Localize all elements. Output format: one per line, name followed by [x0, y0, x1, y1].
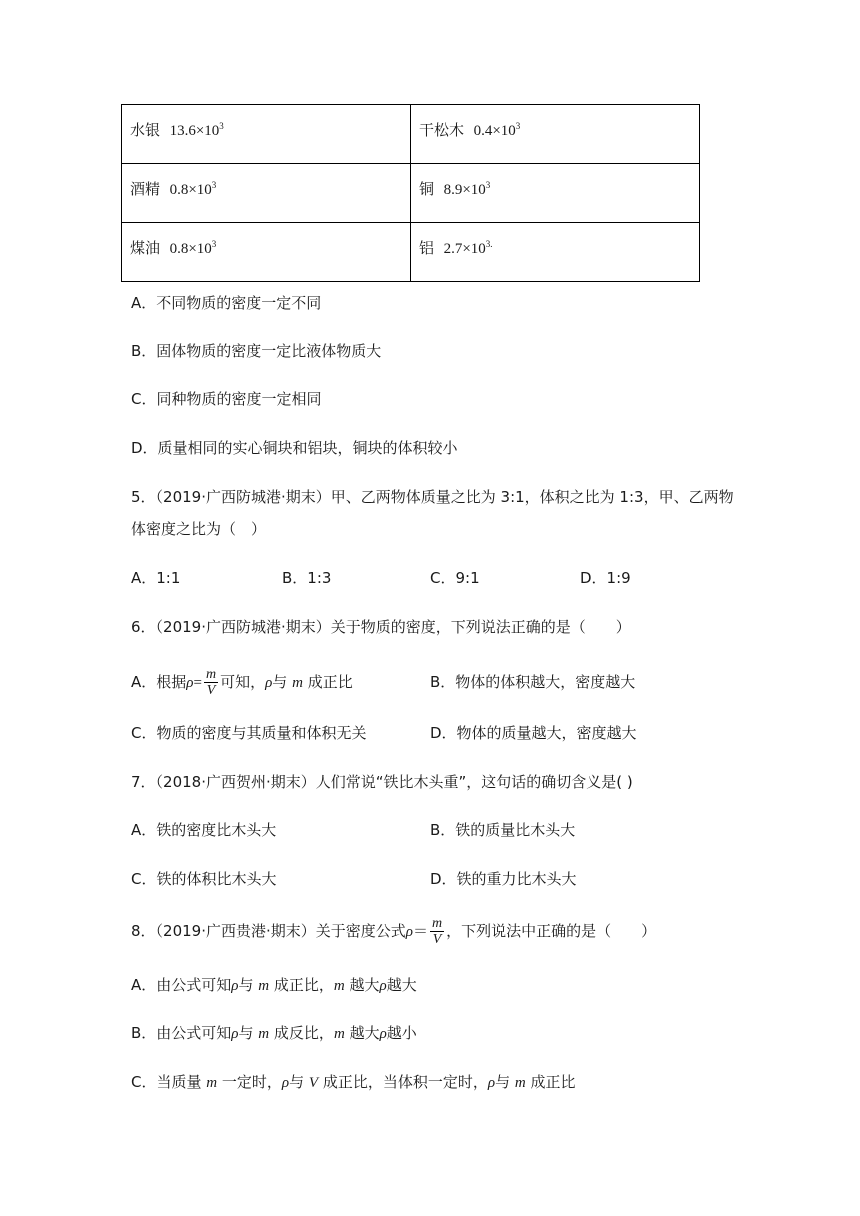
density-exponent: 3. [485, 239, 493, 249]
mass-symbol: m [258, 978, 270, 994]
q8-a-text: 成正比， [273, 976, 334, 994]
rho-symbol: ρ [379, 978, 387, 994]
table-row [122, 105, 700, 164]
substance-name: 干松木 [419, 121, 465, 139]
q8-option-a [131, 974, 417, 997]
q8-a-text: 越大 [349, 976, 380, 994]
fraction-numerator: m [431, 916, 443, 931]
table-cell [411, 105, 700, 164]
rho-symbol: ρ [379, 1026, 387, 1042]
q8-c-text: C．当质量 [131, 1073, 202, 1091]
density-fraction [204, 667, 218, 698]
q7-option-c: C．铁的体积比木头大 [131, 870, 277, 888]
q8-b-text: 与 [238, 1024, 254, 1042]
q8-c-text: 成正比，当体积一定时， [322, 1073, 488, 1091]
density-value: 13.6×10 [169, 123, 220, 139]
q8-c-text: 与 [495, 1073, 511, 1091]
mass-symbol: m [206, 1075, 218, 1091]
substance-name: 酒精 [130, 180, 161, 198]
q6-a-middle: 可知， [220, 673, 266, 691]
q6-a-suffix: 成正比 [307, 673, 353, 691]
q6-stem: 6．（2019·广西防城港·期末）关于物质的密度，下列说法正确的是（ ） [131, 618, 631, 636]
rho-symbol: ρ [281, 1075, 290, 1091]
q8-b-text: 成反比， [273, 1024, 334, 1042]
q5-stem-line2: 体密度之比为（ ） [131, 520, 267, 538]
q7-option-b: B．铁的质量比木头大 [430, 821, 576, 839]
q8-a-text: A．由公式可知 [131, 976, 232, 994]
q4-option-a: A．不同物质的密度一定不同 [131, 294, 322, 312]
table-row [122, 164, 700, 223]
q8-stem-suffix: ，下列说法中正确的是（ ） [446, 922, 657, 940]
substance-name: 铜 [419, 180, 435, 198]
q6-option-b: B．物体的体积越大，密度越大 [430, 673, 636, 691]
q6-option-a [131, 667, 353, 698]
q6-option-d: D．物体的质量越大，密度越大 [430, 724, 637, 742]
table-cell [122, 105, 411, 164]
q4-option-b: B．固体物质的密度一定比液体物质大 [131, 342, 382, 360]
substance-name: 铝 [419, 239, 435, 257]
density-exponent: 3 [211, 239, 217, 249]
q8-stem-prefix: 8．（2019·广西贵港·期末）关于密度公式 [131, 922, 406, 940]
q8-b-text: 越大 [349, 1024, 380, 1042]
q5-option-b: B．1:3 [282, 569, 332, 587]
table-cell [411, 164, 700, 223]
q5-option-c: C．9:1 [430, 569, 480, 587]
q4-option-d: D．质量相同的实心铜块和铝块，铜块的体积较小 [131, 439, 458, 457]
q7-option-d: D．铁的重力比木头大 [430, 870, 577, 888]
density-exponent: 3 [485, 180, 491, 190]
q8-b-text: B．由公式可知 [131, 1024, 232, 1042]
q8-stem [131, 916, 656, 947]
density-value: 0.4×10 [473, 123, 516, 139]
density-value: 0.8×10 [169, 241, 212, 257]
q5-option-d: D．1:9 [580, 569, 631, 587]
equals-sign: = [193, 675, 202, 691]
mass-symbol: m [258, 1026, 270, 1042]
substance-name: 煤油 [130, 239, 161, 257]
mass-symbol: m [514, 1075, 526, 1091]
rho-symbol: ρ [231, 1026, 239, 1042]
fraction-denominator: V [432, 932, 442, 947]
fraction-numerator: m [205, 667, 217, 682]
density-exponent: 3 [515, 121, 521, 131]
table-row [122, 223, 700, 282]
density-value: 0.8×10 [169, 182, 212, 198]
substance-name: 水银 [130, 121, 161, 139]
equals-sign: ＝ [412, 922, 428, 940]
q8-option-c [131, 1071, 576, 1094]
volume-symbol: V [308, 1075, 319, 1091]
q7-option-a: A．铁的密度比木头大 [131, 821, 277, 839]
rho-symbol: ρ [265, 675, 273, 691]
fraction-denominator: V [206, 683, 216, 698]
rho-symbol: ρ [231, 978, 239, 994]
q5-option-a: A．1:1 [131, 569, 181, 587]
mass-symbol: m [333, 1026, 345, 1042]
q5-stem-line1: 5．（2019·广西防城港·期末）甲、乙两物体质量之比为 3:1，体积之比为 1:3，甲、乙两物 [131, 488, 734, 506]
density-exponent: 3 [219, 121, 224, 131]
density-exponent: 3 [211, 180, 217, 190]
q6-a-prefix: A．根据 [131, 673, 187, 691]
rho-symbol: ρ [405, 924, 413, 940]
mass-symbol: m [333, 978, 345, 994]
density-table [121, 104, 700, 282]
mass-symbol: m [292, 675, 303, 691]
table-cell [411, 223, 700, 282]
q8-a-text: 越大 [386, 976, 417, 994]
table-cell [122, 164, 411, 223]
q8-a-text: 与 [238, 976, 254, 994]
q7-stem: 7．（2018·广西贺州·期末）人们常说“铁比木头重”，这句话的确切含义是( ) [131, 773, 633, 791]
rho-symbol: ρ [186, 675, 194, 691]
density-value: 8.9×10 [443, 182, 486, 198]
q4-option-c: C．同种物质的密度一定相同 [131, 390, 322, 408]
q6-a-text: 与 [272, 673, 288, 691]
q8-c-text: 一定时， [221, 1073, 282, 1091]
density-value: 2.7×10 [443, 241, 486, 257]
q8-b-text: 越小 [386, 1024, 417, 1042]
q6-option-c: C．物质的密度与其质量和体积无关 [131, 724, 367, 742]
rho-symbol: ρ [487, 1075, 496, 1091]
table-cell [122, 223, 411, 282]
q8-option-b [131, 1022, 417, 1045]
density-fraction [430, 916, 444, 947]
q8-c-text: 与 [289, 1073, 305, 1091]
q8-c-text: 成正比 [530, 1073, 576, 1091]
